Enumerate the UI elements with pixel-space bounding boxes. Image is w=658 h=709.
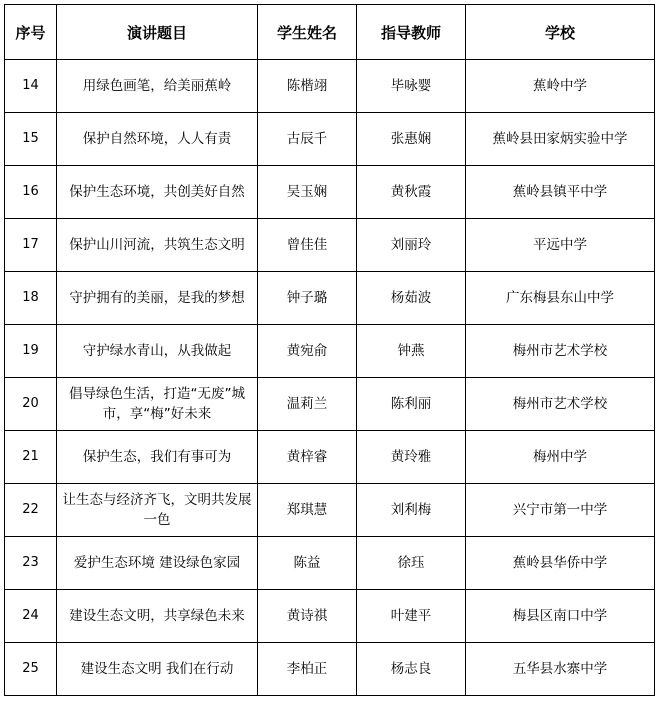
cell-student: 黄诗祺 xyxy=(258,590,357,643)
cell-school: 蕉岭中学 xyxy=(466,60,655,113)
table-row xyxy=(5,431,655,484)
table-row xyxy=(5,484,655,537)
cell-school: 五华县水寨中学 xyxy=(466,643,655,696)
cell-teacher: 刘丽玲 xyxy=(357,219,466,272)
cell-num: 23 xyxy=(5,537,57,590)
header-teacher: 指导教师 xyxy=(357,5,466,60)
cell-title: 保护生态环境，共创美好自然 xyxy=(57,166,258,219)
cell-num: 16 xyxy=(5,166,57,219)
cell-student: 郑琪慧 xyxy=(258,484,357,537)
cell-num: 22 xyxy=(5,484,57,537)
cell-num: 21 xyxy=(5,431,57,484)
cell-student: 温莉兰 xyxy=(258,378,357,431)
cell-school: 梅州中学 xyxy=(466,431,655,484)
cell-student: 黄宛俞 xyxy=(258,325,357,378)
cell-title: 保护生态，我们有事可为 xyxy=(57,431,258,484)
cell-teacher: 徐珏 xyxy=(357,537,466,590)
header-school: 学校 xyxy=(466,5,655,60)
table-row xyxy=(5,643,655,696)
header-title: 演讲题目 xyxy=(57,5,258,60)
table-row xyxy=(5,272,655,325)
cell-title: 用绿色画笔，给美丽蕉岭 xyxy=(57,60,258,113)
table-row xyxy=(5,590,655,643)
table-row xyxy=(5,113,655,166)
cell-num: 20 xyxy=(5,378,57,431)
cell-teacher: 黄秋霞 xyxy=(357,166,466,219)
cell-teacher: 叶建平 xyxy=(357,590,466,643)
cell-teacher: 刘利梅 xyxy=(357,484,466,537)
table-row xyxy=(5,166,655,219)
cell-student: 钟子璐 xyxy=(258,272,357,325)
cell-school: 蕉岭县镇平中学 xyxy=(466,166,655,219)
cell-title: 倡导绿色生活，打造“无废”城市，享“梅”好未来 xyxy=(57,378,258,431)
cell-teacher: 黄玲雅 xyxy=(357,431,466,484)
roster-table xyxy=(4,4,655,696)
cell-student: 李柏正 xyxy=(258,643,357,696)
cell-teacher: 毕咏婴 xyxy=(357,60,466,113)
cell-title: 建设生态文明 我们在行动 xyxy=(57,643,258,696)
cell-school: 蕉岭县田家炳实验中学 xyxy=(466,113,655,166)
cell-student: 曾佳佳 xyxy=(258,219,357,272)
cell-num: 18 xyxy=(5,272,57,325)
cell-school: 兴宁市第一中学 xyxy=(466,484,655,537)
header-num: 序号 xyxy=(5,5,57,60)
cell-title: 爱护生态环境 建设绿色家园 xyxy=(57,537,258,590)
cell-teacher: 杨茹波 xyxy=(357,272,466,325)
cell-title: 守护绿水青山，从我做起 xyxy=(57,325,258,378)
cell-school: 梅县区南口中学 xyxy=(466,590,655,643)
cell-num: 24 xyxy=(5,590,57,643)
table-row xyxy=(5,537,655,590)
cell-school: 平远中学 xyxy=(466,219,655,272)
cell-title: 让生态与经济齐飞，文明共发展一色 xyxy=(57,484,258,537)
cell-num: 15 xyxy=(5,113,57,166)
cell-student: 陈楷翊 xyxy=(258,60,357,113)
cell-num: 14 xyxy=(5,60,57,113)
cell-title: 保护山川河流，共筑生态文明 xyxy=(57,219,258,272)
header-row xyxy=(5,5,655,60)
cell-school: 广东梅县东山中学 xyxy=(466,272,655,325)
header-student: 学生姓名 xyxy=(258,5,357,60)
cell-school: 蕉岭县华侨中学 xyxy=(466,537,655,590)
table-row xyxy=(5,325,655,378)
table-row xyxy=(5,60,655,113)
cell-student: 古辰千 xyxy=(258,113,357,166)
table-header xyxy=(5,5,655,60)
cell-num: 17 xyxy=(5,219,57,272)
cell-school: 梅州市艺术学校 xyxy=(466,325,655,378)
cell-student: 陈益 xyxy=(258,537,357,590)
cell-teacher: 杨志良 xyxy=(357,643,466,696)
cell-teacher: 陈利丽 xyxy=(357,378,466,431)
cell-title: 守护拥有的美丽，是我的梦想 xyxy=(57,272,258,325)
cell-school: 梅州市艺术学校 xyxy=(466,378,655,431)
cell-title: 保护自然环境，人人有责 xyxy=(57,113,258,166)
cell-teacher: 钟燕 xyxy=(357,325,466,378)
cell-teacher: 张惠娴 xyxy=(357,113,466,166)
table-body xyxy=(5,60,655,696)
cell-num: 25 xyxy=(5,643,57,696)
cell-title: 建设生态文明，共享绿色未来 xyxy=(57,590,258,643)
cell-student: 吴玉娴 xyxy=(258,166,357,219)
cell-num: 19 xyxy=(5,325,57,378)
cell-student: 黄梓睿 xyxy=(258,431,357,484)
table-row xyxy=(5,378,655,431)
table-row xyxy=(5,219,655,272)
